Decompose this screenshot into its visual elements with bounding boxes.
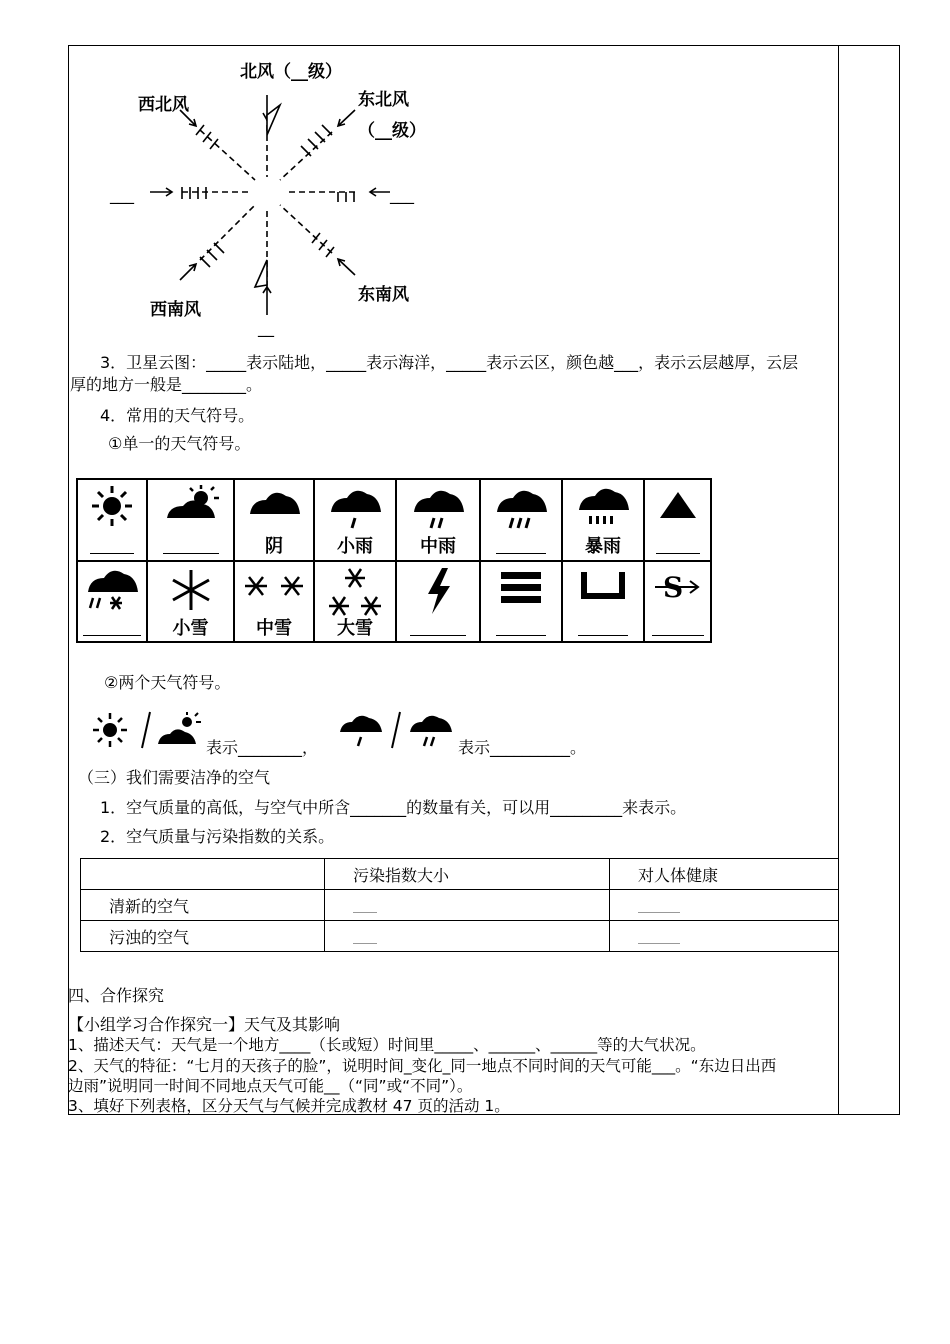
wind-blank-east: ___ (390, 185, 414, 204)
symbol-light-rain: 小雨 (315, 480, 397, 560)
table-cell (325, 921, 610, 952)
section3-item2: 2．空气质量与污染指数的关系。 (100, 827, 335, 846)
arrow-southwest (180, 264, 196, 280)
table-header-cell: 对人体健康 (610, 859, 839, 890)
item3-line2: 厚的地方一般是________。 (70, 375, 263, 394)
light-snow-icon (166, 566, 216, 612)
sleet-icon (84, 566, 140, 616)
partly-cloudy-icon (158, 712, 201, 744)
partly-cloudy-icon (161, 484, 221, 528)
arrow-northwest (180, 110, 196, 126)
moderate-snow-icon (241, 566, 307, 606)
symbol-thunderstorm (397, 562, 481, 642)
wind-blank-west: ___ (110, 185, 134, 204)
heavy-rain-icon (493, 484, 549, 534)
table-header-cell: 污染指数大小 (325, 859, 610, 890)
combo1-text: 表示________， (206, 738, 319, 757)
symbol-heavy-snow: 大雪 (315, 562, 397, 642)
section4-line3: 3、填好下列表格，区分天气与气候并完成教材 47 页的活动 1。 (68, 1097, 510, 1115)
section4-line2b: 边雨”说明同一时间不同地点天气可能__（“同”或“不同”）。 (68, 1077, 473, 1095)
symbol-fog (481, 562, 563, 642)
item4-sub1: ①单一的天气符号。 (108, 434, 251, 453)
wind-rose-diagram (100, 75, 440, 335)
symbol-sunny (78, 480, 148, 560)
symbol-partly-cloudy (148, 480, 235, 560)
arrow-northeast (338, 110, 355, 126)
light-rain-icon (327, 484, 383, 534)
fog-icon (497, 566, 545, 610)
sandstorm-icon (653, 566, 703, 606)
rainstorm-icon (575, 484, 631, 534)
section4-line1: 1、描述天气：天气是一个地方____（长或短）时间里_____、______、______等的大气状况。 (68, 1036, 706, 1054)
symbol-frost (563, 562, 645, 642)
light-rain-icon (340, 716, 382, 746)
symbol-moderate-snow: 中雪 (235, 562, 315, 642)
hail-icon (656, 484, 700, 524)
table-cell (610, 890, 839, 921)
lightning-icon (418, 566, 458, 616)
sunny-icon (90, 484, 134, 528)
item3-line1: 3．卫星云图：_____表示陆地，_____表示海洋，_____表示云区，颜色越___，表示云层越厚，云层 (100, 353, 799, 372)
wind-label-northeast: 东北风 (358, 90, 409, 110)
combo-sunny-partly-cloudy (92, 710, 204, 752)
frost-icon (578, 566, 628, 606)
table-cell: 清新的空气 (81, 890, 325, 921)
combo-light-moderate-rain (338, 710, 458, 752)
table-header-cell (81, 859, 325, 890)
table-row (81, 921, 839, 952)
table-cell (325, 890, 610, 921)
section4-title: 四、合作探究 (68, 986, 165, 1005)
overcast-icon (246, 484, 302, 524)
weather-symbol-row-1 (78, 480, 710, 562)
arrow-southeast (338, 259, 355, 275)
table-cell: 污浊的空气 (81, 921, 325, 952)
section4-group-title: 【小组学习合作探究一】天气及其影响 (68, 1015, 341, 1034)
section3-title: （三）我们需要洁净的空气 (78, 768, 271, 787)
item4-sub2: ②两个天气符号。 (104, 673, 231, 692)
symbol-overcast: 阴 (235, 480, 315, 560)
table-row (81, 890, 839, 921)
wind-label-southeast: 东南风 (358, 285, 409, 305)
section3-item1: 1．空气质量的高低，与空气中所含_______的数量有关，可以用_________来表示。 (100, 798, 687, 817)
symbol-rainstorm: 暴雨 (563, 480, 645, 560)
wind-blank-south: __ (258, 318, 274, 337)
svg-text:S: S (662, 571, 683, 604)
item4-title: 4．常用的天气符号。 (100, 406, 255, 425)
sunny-icon (93, 713, 127, 747)
right-column-divider (838, 45, 839, 1115)
weather-symbol-table (76, 478, 712, 643)
combo2-text: 表示__________。 (458, 738, 587, 757)
symbol-sandstorm (645, 562, 710, 642)
symbol-sleet (78, 562, 148, 642)
air-quality-table (80, 858, 839, 952)
wind-label-northwest: 西北风 (138, 95, 189, 115)
section4-line2a: 2、天气的特征：“七月的天孩子的脸”，说明时间_变化_同一地点不同时间的天气可能___。“东边日出西 (68, 1057, 777, 1075)
wind-label-northeast-level: （__级） (358, 121, 426, 141)
table-cell (610, 921, 839, 952)
symbol-heavy-rain (481, 480, 563, 560)
moderate-rain-icon (410, 716, 452, 746)
wind-label-southwest: 西南风 (150, 300, 201, 320)
symbol-hail (645, 480, 710, 560)
wind-label-north: 北风（__级） (240, 62, 342, 82)
symbol-light-snow: 小雪 (148, 562, 235, 642)
weather-symbol-row-2 (78, 562, 710, 642)
symbol-moderate-rain: 中雨 (397, 480, 481, 560)
table-header-row (81, 859, 839, 890)
moderate-rain-icon (410, 484, 466, 534)
